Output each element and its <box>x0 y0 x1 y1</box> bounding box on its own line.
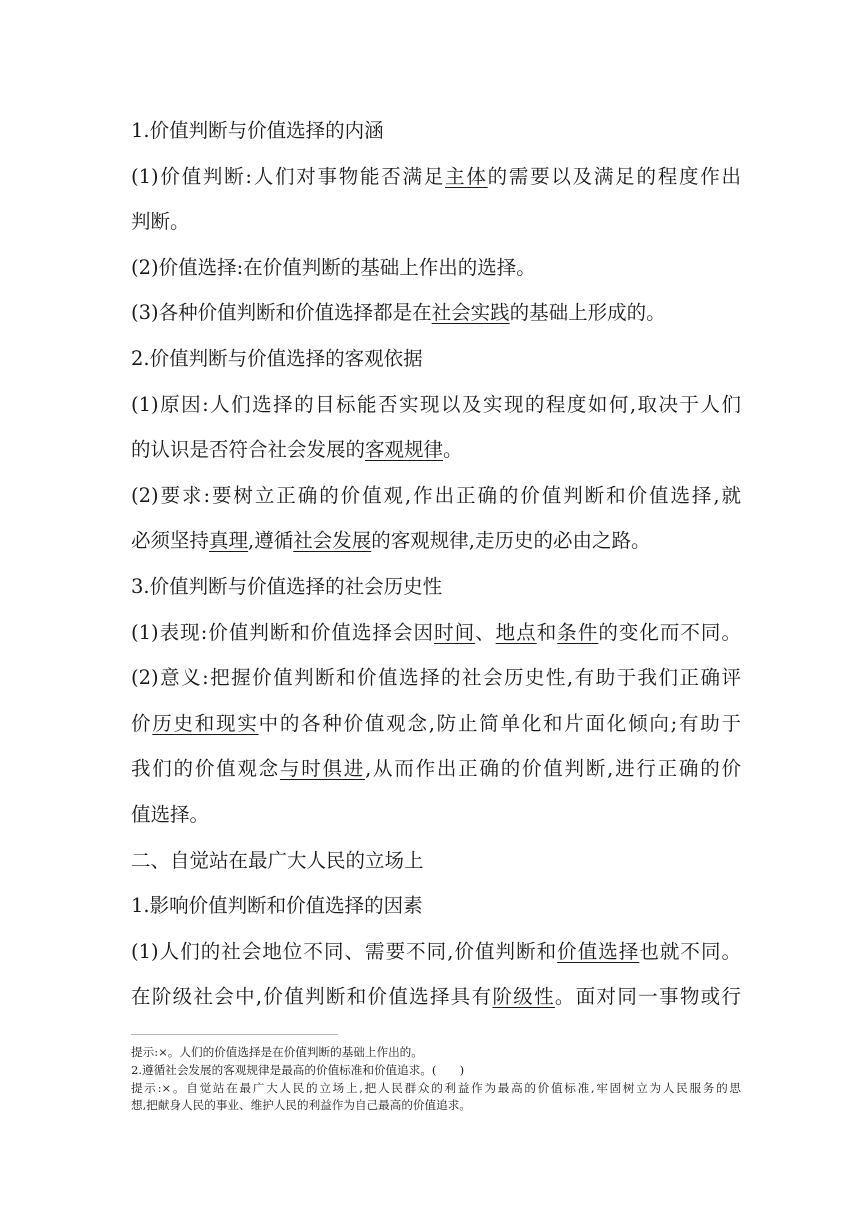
footnotes <box>131 1044 741 1115</box>
underlined-term: 真理 <box>209 529 249 553</box>
text-line <box>131 929 741 975</box>
text-line <box>131 108 741 154</box>
text-segment: 。 <box>443 438 463 462</box>
text-segment: 1.价值判断与价值选择的内涵 <box>131 119 384 142</box>
underlined-term: 价值选择 <box>557 939 640 963</box>
text-segment: 的客观规律,走历史的必由之路。 <box>371 529 651 553</box>
text-line <box>131 518 741 564</box>
footnote-line: 想,把献身人民的事业、维护人民的利益作为自己最高的价值追求。 <box>131 1098 471 1113</box>
footnote-line: 提示:×。人们的价值选择是在价值判断的基础上作出的。 <box>131 1045 423 1059</box>
underlined-term: 客观规律 <box>365 438 444 462</box>
text-segment: 和 <box>536 620 558 644</box>
text-segment: 的基础上形成的。 <box>509 301 666 325</box>
main-text <box>131 108 741 1020</box>
footnote-divider <box>131 1034 338 1035</box>
text-line <box>131 746 741 792</box>
text-segment: 也就不同。 <box>639 939 741 963</box>
text-line <box>131 974 741 1020</box>
underlined-term: 社会发展 <box>293 529 372 553</box>
text-segment: (1)人们的社会地位不同、需要不同,价值判断和 <box>131 939 558 963</box>
text-line <box>131 610 741 656</box>
text-segment: 1.影响价值判断和价值选择的因素 <box>131 894 423 918</box>
text-segment: ,遵循 <box>248 529 294 553</box>
text-segment: 中的各种价值观念,防止简单化和片面化倾向;有助于 <box>258 711 741 735</box>
text-line <box>131 290 741 336</box>
text-segment: (2)意义:把握价值判断和价值选择的社会历史性,有助于我们正确评 <box>131 666 741 690</box>
text-segment: 我们的价值观念 <box>131 757 280 781</box>
text-line <box>131 883 741 929</box>
text-line <box>131 427 741 473</box>
text-line <box>131 336 741 382</box>
footnote-line: 提示:×。自觉站在最广大人民的立场上,把人民群众的利益作为最高的价值标准,牢固树立为人民服务的思 <box>131 1080 741 1095</box>
text-segment: 的变化而不同。 <box>598 620 741 644</box>
text-line <box>131 199 741 245</box>
text-segment: 值选择。 <box>131 802 210 826</box>
text-segment: 3.价值判断与价值选择的社会历史性 <box>131 574 443 598</box>
text-segment: 价 <box>131 711 153 735</box>
text-segment: 在阶级社会中,价值判断和价值选择具有 <box>131 985 493 1009</box>
underlined-term: 阶级性 <box>492 985 555 1009</box>
text-line <box>131 473 741 519</box>
text-segment: 必须坚持 <box>131 529 210 553</box>
text-segment: 2.价值判断与价值选择的客观依据 <box>131 346 423 370</box>
text-segment: ,从而作出正确的价值判断,进行正确的价 <box>365 757 741 781</box>
footnote-line: 2.遵循社会发展的客观规律是最高的价值标准和价值追求。( ) <box>131 1062 465 1077</box>
text-segment: 。面对同一事物或行 <box>554 985 741 1009</box>
underlined-term: 社会实践 <box>431 301 510 325</box>
text-segment: 判断。 <box>131 210 190 234</box>
text-line <box>131 245 741 291</box>
text-segment: 、 <box>475 620 496 644</box>
text-segment: 的需要以及满足的程度作出 <box>487 164 741 188</box>
text-line <box>131 701 741 747</box>
text-line <box>131 382 741 428</box>
text-segment: (2)要求:要树立正确的价值观,作出正确的价值判断和价值选择,就 <box>131 483 741 507</box>
underlined-term: 主体 <box>445 164 488 188</box>
text-segment: 的认识是否符合社会发展的 <box>131 438 366 462</box>
text-segment: (1)原因:人们选择的目标能否实现以及实现的程度如何,取决于人们 <box>131 392 741 416</box>
text-segment: (1)表现:价值判断和价值选择会因 <box>131 620 435 644</box>
text-segment: (2)价值选择:在价值判断的基础上作出的选择。 <box>131 255 536 279</box>
underlined-term: 与时俱进 <box>279 757 366 781</box>
underlined-term: 时间 <box>434 620 476 644</box>
text-line <box>131 154 741 200</box>
text-line <box>131 792 741 838</box>
text-segment: (3)各种价值判断和价值选择都是在 <box>131 301 432 325</box>
underlined-term: 条件 <box>557 620 599 644</box>
text-line <box>131 655 741 701</box>
text-segment: 二、自觉站在最广大人民的立场上 <box>131 848 424 872</box>
text-line <box>131 838 741 884</box>
underlined-term: 历史和现实 <box>152 711 259 735</box>
text-segment: (1)价值判断:人们对事物能否满足 <box>131 164 446 188</box>
text-line <box>131 564 741 610</box>
underlined-term: 地点 <box>495 620 537 644</box>
